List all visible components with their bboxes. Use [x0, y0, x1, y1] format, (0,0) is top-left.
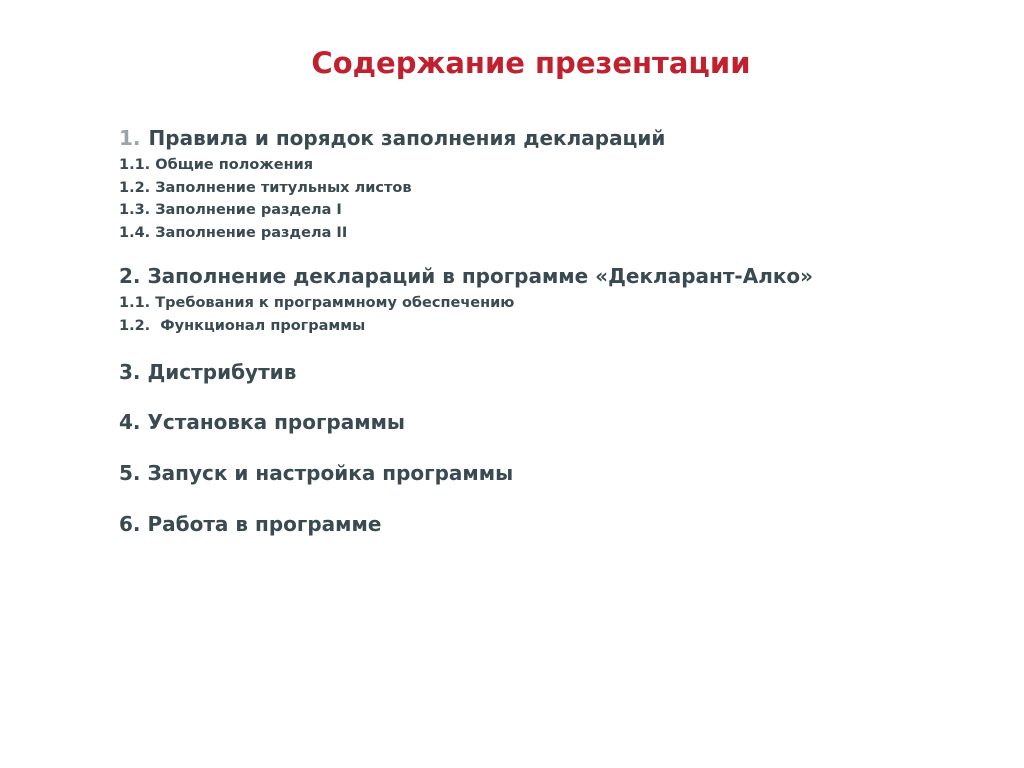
toc-section-3: 3. Дистрибутив — [119, 360, 297, 384]
toc-item-1-3: 1.3. Заполнение раздела I — [119, 202, 342, 218]
toc-item-1-4: 1.4. Заполнение раздела II — [119, 224, 348, 241]
slide-title: Содержание презентации — [311, 46, 751, 80]
toc-section-1 — [119, 124, 999, 152]
toc-section-4: 4. Установка программы — [119, 410, 406, 434]
toc-section-5: 5. Запуск и настройка программы — [119, 461, 514, 485]
toc-item-2-1: 1.1. Требования к программному обеспечению — [119, 295, 515, 311]
toc-section-2: 2. Заполнение деклараций в программе «Декларант-Алко» — [119, 264, 814, 288]
toc-section-6: 6. Работа в программе — [119, 512, 382, 536]
toc-section-1-number: 1. — [119, 126, 141, 150]
toc-section-1-label: Правила и порядок заполнения деклараций — [148, 126, 666, 150]
toc-item-1-2: 1.2. Заполнение титульных листов — [119, 179, 412, 196]
table-of-contents — [119, 124, 999, 538]
toc-item-2-2: 1.2. Функционал программы — [119, 317, 366, 334]
toc-item-1-1: 1.1. Общие положения — [119, 157, 314, 173]
